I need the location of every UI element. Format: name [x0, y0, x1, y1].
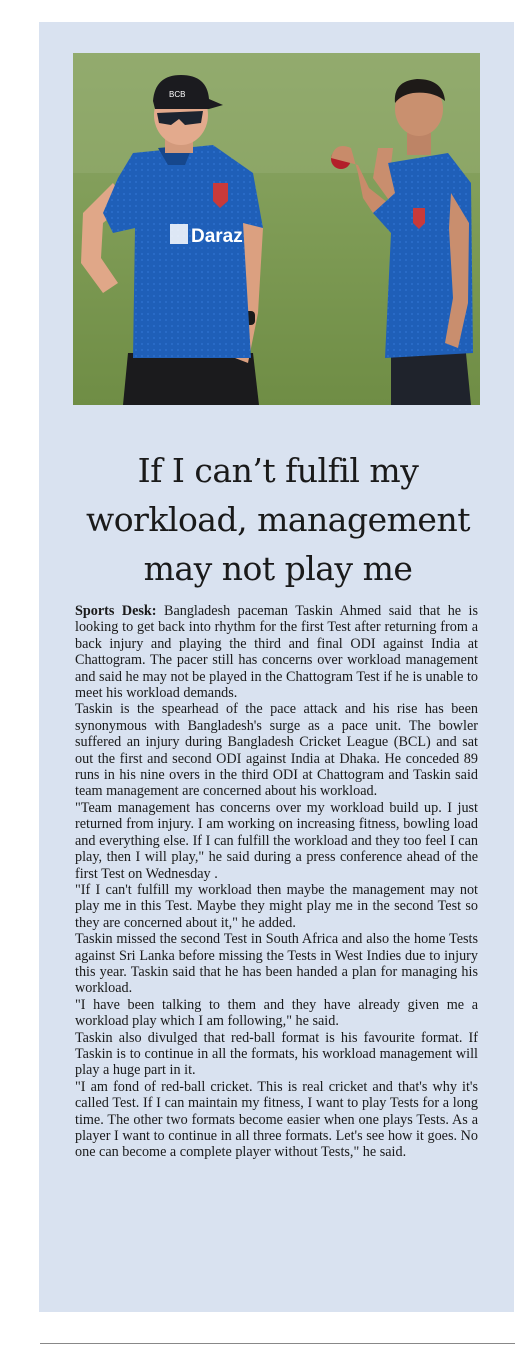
article-paragraph: Taskin also divulged that red-ball format is his favourite format. If Taskin is to continue in all the formats, his workload management will play a huge part in it.: [75, 1029, 478, 1079]
article-headline: If I can’t fulfil my workload, management may not play me: [86, 451, 470, 588]
article-photo: [73, 53, 480, 405]
lead-text: Bangladesh paceman Taskin Ahmed said that he is looking to get back into rhythm for the first Test after returning from a back injury and playing the third and final ODI against India at Chattogram. The pacer still has concerns over workload management and said he may not be played in the Chattogram Test if he is unable to meet his workload demands.: [75, 603, 478, 702]
article-paragraph: Taskin is the spearhead of the pace attack and his rise has been synonymous with Bangladesh's surge as a pace unit. The bowler suffered an injury during Bangladesh Cricket League (BCL) and sat out the first and second ODI against India at Dhaka. He conceded 89 runs in his nine overs in the third ODI at Chattogram and Taskin said team management are concerned about his workload.: [75, 701, 478, 800]
article-paragraph: Taskin missed the second Test in South Africa and also the home Tests against Sri Lanka before missing the Tests in West Indies due to injury this year. Taskin said that he has been handed a plan for managing his workload.: [75, 931, 478, 997]
article-lead-paragraph: [75, 603, 478, 701]
article-paragraph: "I am fond of red-ball cricket. This is real cricket and that's why it's called Test. If I can maintain my fitness, I want to play Tests for a long time. The other two formats become easier when one plays Tests. As a player I want to continue in all three formats. Let's see how it goes. No one can become a complete player without Tests," he said.: [75, 1078, 478, 1161]
article-paragraph: "I have been talking to them and they have already given me a workload play which I am following," he said.: [75, 996, 478, 1030]
article-paragraph: "If I can't fulfill my workload then maybe the management may not play me in this Test. Maybe they might play me in the second Test so they are concerned about it," he added.: [75, 881, 478, 931]
shirt-sponsor-text: Daraz: [191, 226, 243, 247]
article-paragraph: "Team management has concerns over my workload build up. I just returned from injury. I am working on increasing fitness, bowling load and everything else. If I can fulfill the workload and they too feel I can play, then I will play," he said during a press conference ahead of the first Test on Wednesday .: [75, 799, 478, 882]
cap-logo-text: BCB: [169, 90, 186, 99]
byline: Sports Desk:: [75, 603, 157, 619]
bottom-divider: [40, 1343, 515, 1344]
article-body: [75, 603, 478, 1161]
